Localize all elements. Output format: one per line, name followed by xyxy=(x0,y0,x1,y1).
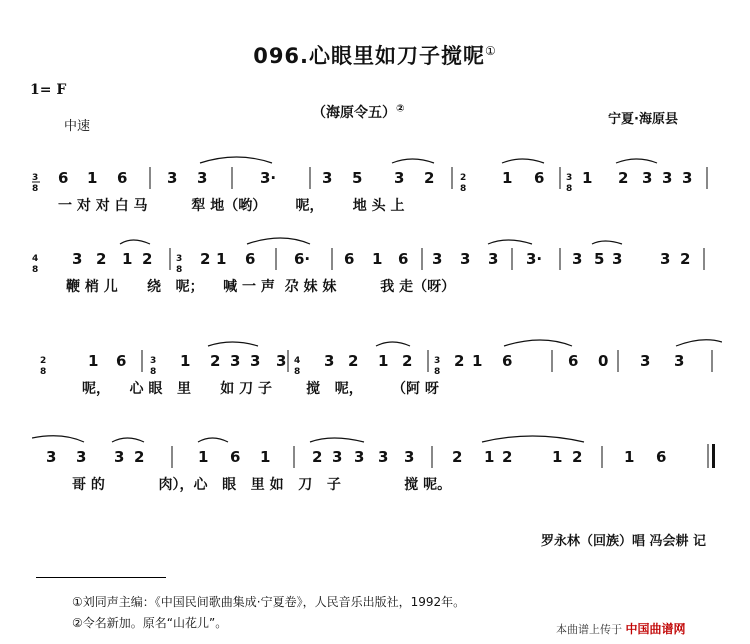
svg-text:3: 3 xyxy=(72,250,83,268)
staff-4-notation xyxy=(32,434,722,470)
svg-text:0: 0 xyxy=(598,352,609,370)
svg-text:2: 2 xyxy=(424,169,435,187)
watermark-site: 中国曲谱网 xyxy=(625,622,686,636)
svg-text:6: 6 xyxy=(230,448,241,466)
svg-text:3: 3 xyxy=(176,254,183,264)
svg-text:1: 1 xyxy=(372,250,383,268)
svg-text:3: 3 xyxy=(460,250,471,268)
svg-text:1: 1 xyxy=(88,352,99,370)
svg-text:2: 2 xyxy=(142,250,153,268)
svg-text:1: 1 xyxy=(180,352,191,370)
svg-text:1: 1 xyxy=(502,169,513,187)
svg-text:3: 3 xyxy=(572,250,583,268)
svg-text:2: 2 xyxy=(40,356,47,366)
subtitle xyxy=(312,102,404,122)
svg-text:3: 3 xyxy=(332,448,343,466)
svg-text:1: 1 xyxy=(582,169,593,187)
song-title xyxy=(0,40,750,70)
staff-2-lyrics: 鞭 梢 儿 绕 呢； 喊 一 声 尕 妹 妹 我 走（呀） xyxy=(66,279,456,295)
svg-text:3: 3 xyxy=(150,356,157,366)
svg-text:3: 3 xyxy=(488,250,499,268)
svg-text:3: 3 xyxy=(378,448,389,466)
svg-text:3: 3 xyxy=(230,352,241,370)
footnote-1: ①刘同声主编：《中国民间歌曲集成·宁夏卷》，人民音乐出版社，1992年。 xyxy=(72,595,466,609)
svg-text:6: 6 xyxy=(344,250,355,268)
svg-text:1: 1 xyxy=(216,250,227,268)
svg-text:3: 3 xyxy=(660,250,671,268)
tempo-marking: 中速 xyxy=(64,119,91,134)
staff-2 xyxy=(0,236,750,316)
svg-text:2: 2 xyxy=(454,352,465,370)
svg-text:3: 3 xyxy=(682,169,693,187)
subtitle-text: （海原令五） xyxy=(312,105,396,121)
svg-text:2: 2 xyxy=(348,352,359,370)
svg-text:2: 2 xyxy=(452,448,463,466)
staff-2-notation xyxy=(32,236,722,272)
svg-text:6: 6 xyxy=(116,352,127,370)
svg-text:3: 3 xyxy=(642,169,653,187)
svg-text:1: 1 xyxy=(484,448,495,466)
svg-text:3: 3 xyxy=(354,448,365,466)
svg-text:8: 8 xyxy=(176,265,183,272)
svg-text:6: 6 xyxy=(534,169,545,187)
svg-text:3: 3 xyxy=(324,352,335,370)
svg-text:6: 6 xyxy=(58,169,69,187)
svg-text:1: 1 xyxy=(378,352,389,370)
svg-text:1: 1 xyxy=(552,448,563,466)
svg-text:4: 4 xyxy=(294,356,301,366)
svg-text:8: 8 xyxy=(32,265,39,272)
svg-text:3: 3 xyxy=(566,173,573,183)
svg-text:4: 4 xyxy=(32,254,39,264)
svg-text:3·: 3· xyxy=(260,169,277,187)
svg-text:3: 3 xyxy=(46,448,57,466)
svg-text:8: 8 xyxy=(434,367,441,374)
svg-text:5: 5 xyxy=(352,169,363,187)
watermark xyxy=(556,620,686,637)
svg-text:3: 3 xyxy=(76,448,87,466)
svg-text:6: 6 xyxy=(502,352,513,370)
svg-text:1: 1 xyxy=(624,448,635,466)
watermark-prefix: 本曲谱上传于 xyxy=(556,623,622,636)
svg-text:8: 8 xyxy=(40,367,47,374)
svg-text:2: 2 xyxy=(96,250,107,268)
footnote-divider xyxy=(36,577,166,578)
footnote-2: ②令名新加。原名“山花儿”。 xyxy=(72,616,228,630)
svg-text:2: 2 xyxy=(680,250,691,268)
svg-text:6·: 6· xyxy=(294,250,311,268)
svg-text:3: 3 xyxy=(276,352,287,370)
svg-text:3: 3 xyxy=(674,352,685,370)
svg-text:3: 3 xyxy=(662,169,673,187)
svg-text:3: 3 xyxy=(167,169,178,187)
svg-text:8: 8 xyxy=(460,184,467,191)
svg-text:1: 1 xyxy=(260,448,271,466)
svg-text:3: 3 xyxy=(322,169,333,187)
svg-text:3: 3 xyxy=(32,173,39,183)
svg-text:2: 2 xyxy=(312,448,323,466)
svg-text:5: 5 xyxy=(594,250,605,268)
svg-text:3: 3 xyxy=(640,352,651,370)
svg-text:6: 6 xyxy=(117,169,128,187)
svg-text:2: 2 xyxy=(402,352,413,370)
svg-text:8: 8 xyxy=(32,184,39,191)
svg-text:3: 3 xyxy=(394,169,405,187)
svg-text:6: 6 xyxy=(245,250,256,268)
staff-1 xyxy=(0,155,750,235)
staff-3-lyrics: 呢， 心 眼 里 如 刀 子 搅 呢， （阿 呀 xyxy=(82,381,439,397)
svg-text:2: 2 xyxy=(134,448,145,466)
staff-3 xyxy=(0,338,750,418)
svg-text:3: 3 xyxy=(114,448,125,466)
svg-text:2: 2 xyxy=(502,448,513,466)
svg-text:3: 3 xyxy=(434,356,441,366)
svg-text:3: 3 xyxy=(197,169,208,187)
svg-text:3: 3 xyxy=(432,250,443,268)
svg-text:1: 1 xyxy=(122,250,133,268)
svg-text:2: 2 xyxy=(200,250,211,268)
svg-text:6: 6 xyxy=(656,448,667,466)
subtitle-footnote-marker: ② xyxy=(396,103,405,115)
svg-text:1: 1 xyxy=(87,169,98,187)
svg-text:2: 2 xyxy=(460,173,467,183)
svg-text:3: 3 xyxy=(404,448,415,466)
svg-text:8: 8 xyxy=(294,367,301,374)
svg-text:1: 1 xyxy=(472,352,483,370)
title-footnote-marker: ① xyxy=(485,44,497,58)
staff-4 xyxy=(0,434,750,514)
svg-text:6: 6 xyxy=(398,250,409,268)
svg-text:3: 3 xyxy=(612,250,623,268)
staff-4-lyrics: 哥 的 肉），心 眼 里 如 刀 子 搅 呢。 xyxy=(72,477,452,493)
staff-1-lyrics: 一 对 对 白 马 犁 地（哟） 呢， 地 头 上 xyxy=(58,198,405,214)
staff-3-notation xyxy=(32,338,722,374)
staff-1-notation xyxy=(32,155,722,191)
performer-credit: 罗永林（回族）唱 冯会耕 记 xyxy=(540,534,706,549)
svg-text:8: 8 xyxy=(566,184,573,191)
svg-text:2: 2 xyxy=(572,448,583,466)
svg-text:1: 1 xyxy=(198,448,209,466)
svg-text:2: 2 xyxy=(618,169,629,187)
svg-text:2: 2 xyxy=(210,352,221,370)
svg-text:3: 3 xyxy=(250,352,261,370)
key-signature: 1= F xyxy=(30,82,67,98)
svg-text:6: 6 xyxy=(568,352,579,370)
svg-text:3·: 3· xyxy=(526,250,543,268)
svg-text:8: 8 xyxy=(150,367,157,374)
song-title-text: 096.心眼里如刀子搅呢 xyxy=(253,44,486,68)
region-label: 宁夏·海原县 xyxy=(608,112,678,127)
